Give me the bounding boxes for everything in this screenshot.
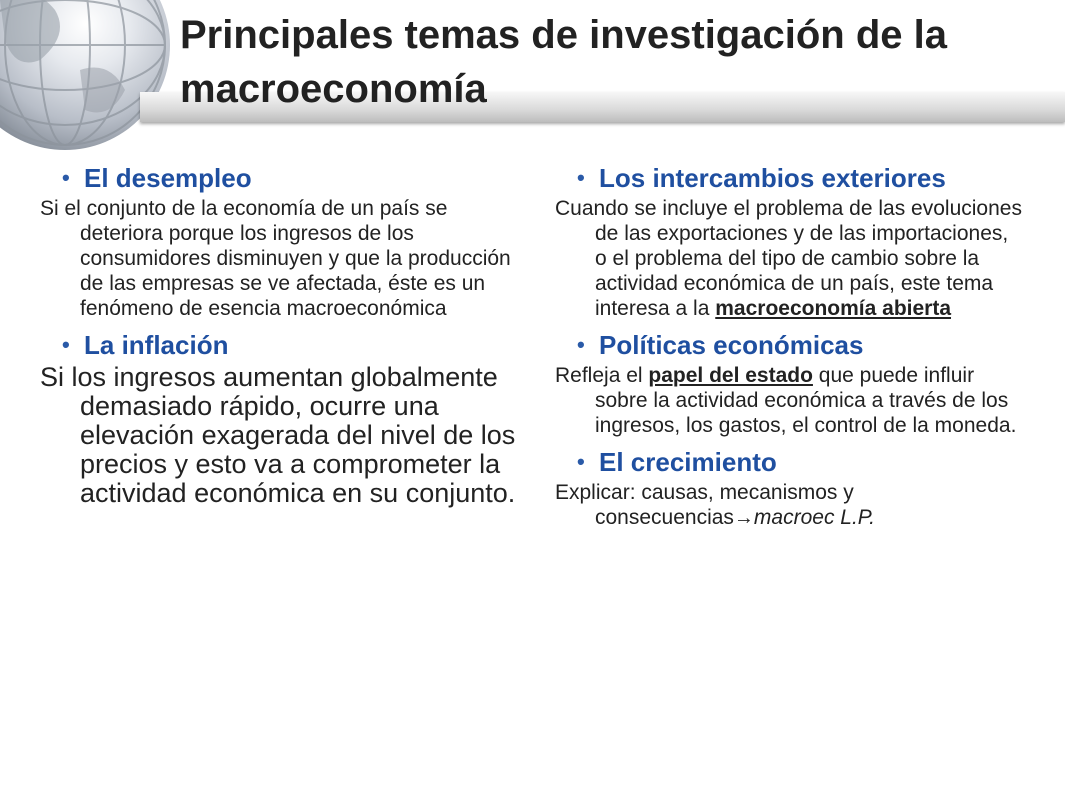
paragraph-crecimiento	[555, 480, 1025, 531]
slide-title: Principales temas de investigación de la macroeconomía	[180, 13, 947, 111]
paragraph-intercambios-text: Cuando se incluye el problema de las evoluciones de las exportaciones y de las importaciones, o el problema del tipo de cambio sobre la actividad económica de un país, este tema interesa a la	[555, 197, 1022, 320]
bullet-crecimiento: • El crecimiento	[555, 444, 1025, 480]
link-macroeconomia-abierta[interactable]: macroeconomía abierta	[715, 297, 952, 320]
paragraph-desempleo: Si el conjunto de la economía de un país se deteriora porque los ingresos de los consumidores disminuyen y que la producción de las empresas se ve afectada, éste es un fenómeno de esencia macroeconómica	[40, 197, 511, 320]
paragraph-politicas	[555, 363, 1025, 438]
paragraph-crecimiento-text: Explicar: causas, mecanismos y consecuencias	[555, 481, 854, 529]
bullet-inflacion: • La inflación	[40, 327, 520, 363]
paragraph-politicas-text-b: que puede influir sobre la actividad económica a través de los ingresos, los gastos, el control de la moneda.	[595, 364, 1017, 437]
link-papel-del-estado[interactable]: papel del estado	[648, 364, 813, 387]
right-arrow-icon: →	[733, 507, 754, 529]
paragraph-intercambios	[555, 196, 1025, 321]
bullet-desempleo: • El desempleo	[40, 160, 520, 196]
left-column	[40, 160, 520, 514]
paragraph-crecimiento-italic: macroec L.P.	[753, 506, 875, 529]
right-column	[555, 160, 1025, 537]
paragraph-inflacion: Si los ingresos aumentan globalmente demasiado rápido, ocurre una elevación exagerada del nivel de los precios y esto va a comprometer la actividad económica en su conjunto.	[40, 362, 516, 508]
bullet-intercambios: • Los intercambios exteriores	[555, 160, 1025, 196]
bullet-politicas: • Políticas económicas	[555, 327, 1025, 363]
globe-decoration	[0, 0, 170, 150]
paragraph-politicas-text-a: Refleja el	[555, 364, 649, 387]
